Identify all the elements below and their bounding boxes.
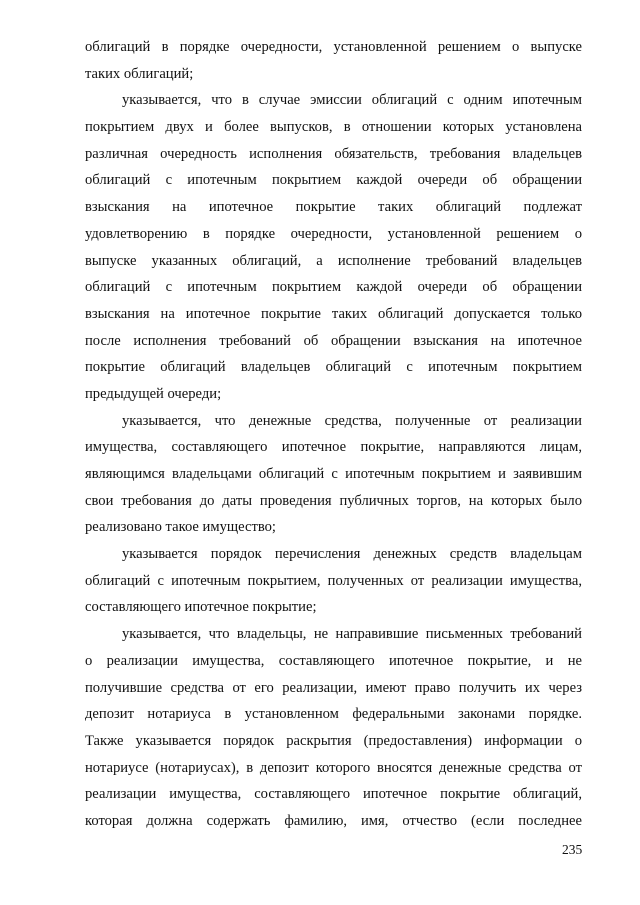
paragraph xyxy=(85,34,582,87)
text-line: облигаций с ипотечным покрытием каждой очереди об обращении xyxy=(85,279,582,296)
text-line: указывается, что владельцы, не направившие письменных требований xyxy=(122,626,582,643)
text-line: получившие средства от его реализации, имеют право получить их через xyxy=(85,679,582,696)
text-line: облигаций в порядке очередности, установленной решением о выпуске xyxy=(85,39,582,55)
text-line: облигаций с ипотечным покрытием каждой очереди об обращении xyxy=(85,172,582,189)
text-line: указывается, что в случае эмиссии облигаций с одним ипотечным xyxy=(122,92,582,109)
paragraph xyxy=(85,87,582,407)
text-line: указывается порядок перечисления денежных средств владельцам xyxy=(122,546,582,563)
text-line: являющимся владельцами облигаций с ипотечным покрытием и заявившим xyxy=(85,466,582,482)
text-line: реализации имущества, составляющего ипотечное покрытие облигаций, xyxy=(85,786,582,803)
text-line: взыскания на ипотечное покрытие таких облигаций подлежат xyxy=(85,199,582,216)
paragraph xyxy=(85,408,582,541)
text-line: предыдущей очереди; xyxy=(85,385,222,402)
text-line: которая должна содержать фамилию, имя, отчество (если последнее xyxy=(85,812,582,829)
text-line: о реализации имущества, составляющего ипотечное покрытие, и не xyxy=(85,652,582,669)
text-line: депозит нотариуса в установленном федеральными законами порядке. xyxy=(85,706,582,723)
text-line: различная очередность исполнения обязательств, требования владельцев xyxy=(85,145,582,162)
text-line: нотариусе (нотариусах), в депозит которого вносятся денежные средства от xyxy=(85,759,582,776)
text-line: свои требования до даты проведения публичных торгов, на которых было xyxy=(85,492,582,509)
text-line: имущества, составляющего ипотечное покрытие, направляются лицам, xyxy=(85,439,582,456)
text-line: Также указывается порядок раскрытия (предоставления) информации о xyxy=(85,732,582,749)
text-line: составляющего ипотечное покрытие; xyxy=(85,599,317,616)
paragraph xyxy=(85,541,582,621)
document-body xyxy=(85,34,582,835)
text-line: указывается, что денежные средства, полученные от реализации xyxy=(122,412,582,429)
text-line: выпуске указанных облигаций, а исполнение требований владельцев xyxy=(85,252,582,269)
text-line: после исполнения требований об обращении взыскания на ипотечное xyxy=(85,332,582,349)
text-line: реализовано такое имущество; xyxy=(85,519,276,536)
text-line: покрытием двух и более выпусков, в отношении которых установлена xyxy=(85,119,582,136)
paragraph xyxy=(85,621,582,835)
page-number: 235 xyxy=(562,842,583,857)
text-line: взыскания на ипотечное покрытие таких облигаций допускается только xyxy=(85,305,582,322)
text-line: удовлетворению в порядке очередности, установленной решением о xyxy=(85,225,582,242)
text-line: покрытие облигаций владельцев облигаций с ипотечным покрытием xyxy=(85,359,582,376)
text-line: таких облигаций; xyxy=(85,65,194,82)
text-line: облигаций с ипотечным покрытием, полученных от реализации имущества, xyxy=(85,572,582,589)
